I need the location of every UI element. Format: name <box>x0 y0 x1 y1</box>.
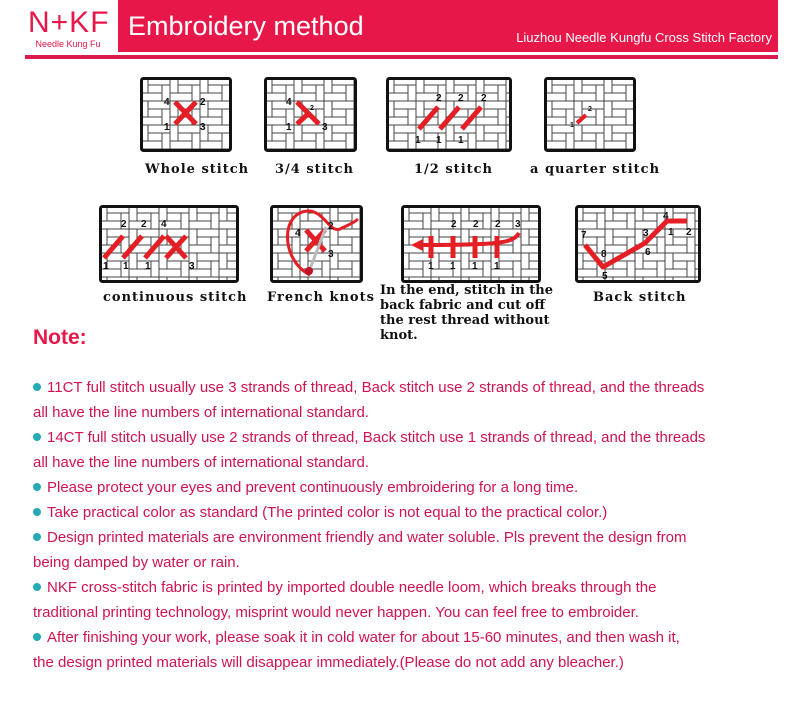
note-text: 11CT full stitch usually use 3 strands of thread, Back stitch use 2 strands of thread, and the threads <box>47 379 705 396</box>
caption-three-quarter-stitch: 3/4 stitch <box>275 162 354 177</box>
page-title: Embroidery method <box>128 11 364 41</box>
stitch-number: 1 <box>415 135 421 146</box>
brand-logo <box>28 8 108 49</box>
bullet-icon <box>33 583 41 591</box>
note-text: all have the line numbers of international standard. <box>33 454 370 471</box>
note-text: Please protect your eyes and prevent continuously embroidering for a long time. <box>47 479 579 496</box>
stitch-number: 2 <box>310 105 314 112</box>
stitch-number: 2 <box>473 219 479 230</box>
stitch-number: 1 <box>472 261 478 272</box>
stitch-number: 1 <box>123 261 129 272</box>
header-banner <box>118 0 778 52</box>
french-knots-diagram <box>270 205 363 283</box>
stitch-number: 4 <box>295 228 301 239</box>
stitch-number: 2 <box>588 106 592 113</box>
stitch-number: 1 <box>436 135 442 146</box>
stitch-number: 1 <box>668 227 674 238</box>
note-line <box>33 525 793 550</box>
stitch-number: 2 <box>451 219 457 230</box>
bullet-icon <box>33 533 41 541</box>
caption-french-knots: French knots <box>267 290 375 305</box>
stitch-number: 2 <box>458 93 464 104</box>
logo-subtitle: Needle Kung Fu <box>35 39 101 49</box>
factory-name: Liuzhou Needle Kungfu Cross Stitch Factory <box>516 30 772 45</box>
bullet-icon <box>33 483 41 491</box>
stitch-number: 4 <box>286 97 292 108</box>
note-line <box>33 425 793 450</box>
note-text: After finishing your work, please soak it in cold water for about 15-60 minutes, and then wash it, <box>47 629 680 646</box>
note-item <box>33 625 793 675</box>
note-line <box>33 575 793 600</box>
bullet-icon <box>33 508 41 516</box>
caption-half-stitch: 1/2 stitch <box>414 162 493 177</box>
three-quarter-stitch-diagram <box>264 77 357 152</box>
note-item <box>33 575 793 625</box>
note-text: Design printed materials are environment friendly and water soluble. Pls prevent the design from <box>47 529 687 546</box>
stitch-number: 5 <box>602 271 608 282</box>
note-line <box>33 450 793 475</box>
stitch-number: 1 <box>286 122 292 133</box>
stitch-number: 3 <box>189 261 195 272</box>
note-item <box>33 425 793 475</box>
stitch-number: 3 <box>200 122 206 133</box>
stitch-number: 1 <box>428 261 434 272</box>
stitch-number: 1 <box>164 122 170 133</box>
note-text: being damped by water or rain. <box>33 554 240 571</box>
half-stitch-diagram <box>386 77 512 152</box>
back-stitch-diagram <box>575 205 701 283</box>
caption-back-stitch: Back stitch <box>593 290 687 305</box>
note-line <box>33 475 793 500</box>
note-line <box>33 600 793 625</box>
stitch-number: 1 <box>450 261 456 272</box>
note-text: traditional printing technology, misprint would never happen. You can feel free to embroider. <box>33 604 639 621</box>
stitch-number: 1 <box>103 261 109 272</box>
header-divider <box>25 55 778 59</box>
note-text: all have the line numbers of international standard. <box>33 404 370 421</box>
stitch-number: 4 <box>164 97 170 108</box>
stitch-number: 2 <box>436 93 442 104</box>
note-line <box>33 550 793 575</box>
caption-whole-stitch: Whole stitch <box>145 162 250 177</box>
stitch-number: 1 <box>494 261 500 272</box>
note-line <box>33 625 793 650</box>
stitch-number: 1 <box>570 122 574 129</box>
stitch-number: 4 <box>663 211 669 222</box>
note-text: Take practical color as standard (The printed color is not equal to the practical color.) <box>47 504 608 521</box>
continuous-stitch-diagram <box>99 205 239 283</box>
stitch-number: 4 <box>161 219 167 230</box>
notes-list <box>33 375 793 675</box>
stitch-number: 2 <box>495 219 501 230</box>
note-item <box>33 375 793 425</box>
stitch-number: 8 <box>601 249 607 260</box>
stitch-number: 2 <box>200 97 206 108</box>
note-line <box>33 400 793 425</box>
note-item <box>33 525 793 575</box>
caption-quarter-stitch: a quarter stitch <box>530 162 661 177</box>
stitch-number: 2 <box>328 221 334 232</box>
caption-continuous-stitch: continuous stitch <box>103 290 248 305</box>
note-item <box>33 500 793 525</box>
note-text: the design printed materials will disappear immediately.(Please do not add any bleacher.) <box>33 654 624 671</box>
quarter-stitch-diagram <box>544 77 636 152</box>
whole-stitch-diagram <box>140 77 232 152</box>
stitch-number: 6 <box>645 247 651 258</box>
note-item <box>33 475 793 500</box>
bullet-icon <box>33 633 41 641</box>
stitch-number: 2 <box>481 93 487 104</box>
finishing-stitch-diagram <box>401 205 541 283</box>
bullet-icon <box>33 433 41 441</box>
stitch-number: 3 <box>515 219 521 230</box>
note-text: NKF cross-stitch fabric is printed by imported double needle loom, which breaks through the <box>47 579 657 596</box>
note-line <box>33 650 793 675</box>
note-text: 14CT full stitch usually use 2 strands of thread, Back stitch use 1 strands of thread, and the threads <box>47 429 706 446</box>
logo-mark: N+KF <box>28 6 110 39</box>
stitch-number: 3 <box>322 122 328 133</box>
stitch-number: 3 <box>328 249 334 260</box>
stitch-number: 1 <box>145 261 151 272</box>
stitch-number: 2 <box>686 227 692 238</box>
stitch-number: 2 <box>121 219 127 230</box>
note-line <box>33 375 793 400</box>
caption-finishing-stitch: In the end, stitch in the back fabric and cut off the rest thread without knot. <box>380 283 553 343</box>
note-line <box>33 500 793 525</box>
note-heading: Note: <box>33 326 87 349</box>
bullet-icon <box>33 383 41 391</box>
stitch-number: 1 <box>458 135 464 146</box>
stitch-number: 7 <box>581 230 587 241</box>
stitch-number: 3 <box>643 228 649 239</box>
stitch-number: 2 <box>141 219 147 230</box>
